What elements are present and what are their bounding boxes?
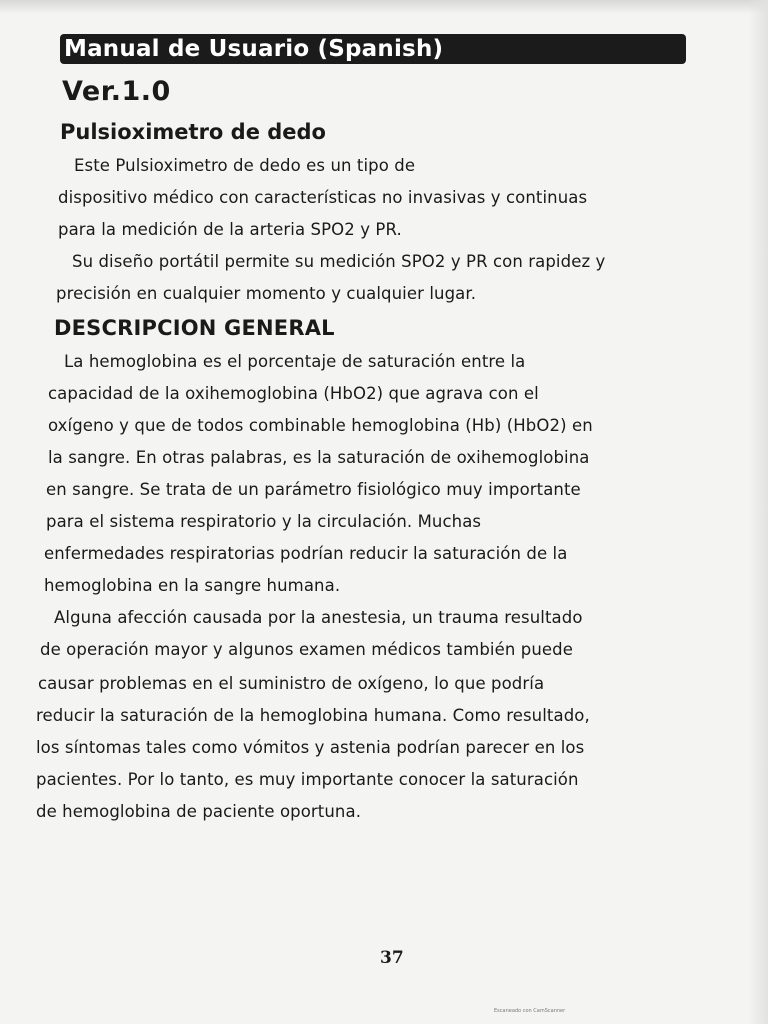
paragraph-line: hemoglobina en la sangre humana.	[44, 576, 341, 595]
page-number: 37	[380, 948, 404, 968]
paragraph-line: Su diseño portátil permite su medición SPO2 y PR con rapidez y	[72, 252, 606, 271]
paragraph-line: de hemoglobina de paciente oportuna.	[36, 802, 362, 821]
paragraph-line: reducir la saturación de la hemoglobina humana. Como resultado,	[36, 706, 590, 725]
paragraph-line: la sangre. En otras palabras, es la saturación de oxihemoglobina	[48, 448, 590, 467]
section-heading-general: DESCRIPCION GENERAL	[54, 316, 335, 340]
paragraph-line: causar problemas en el suministro de oxígeno, lo que podría	[38, 674, 545, 693]
paragraph-line: La hemoglobina es el porcentaje de saturación entre la	[64, 352, 526, 371]
paragraph-line: para el sistema respiratorio y la circulación. Muchas	[46, 512, 482, 531]
paragraph-line: en sangre. Se trata de un parámetro fisiológico muy importante	[46, 480, 581, 499]
paragraph-line: los síntomas tales como vómitos y astenia podrían parecer en los	[36, 738, 585, 757]
paragraph-line: enfermedades respiratorias podrían reducir la saturación de la	[44, 544, 568, 563]
section-heading-oximeter: Pulsioximetro de dedo	[60, 120, 326, 144]
paragraph-line: para la medición de la arteria SPO2 y PR.	[58, 220, 402, 239]
manual-title: Manual de Usuario (Spanish)	[60, 34, 686, 64]
version-label: Ver.1.0	[62, 76, 171, 107]
paragraph-line: dispositivo médico con características no invasivas y continuas	[58, 188, 588, 207]
paragraph-line: capacidad de la oxihemoglobina (HbO2) que agrava con el	[48, 384, 539, 403]
paragraph-line: precisión en cualquier momento y cualquier lugar.	[56, 284, 477, 303]
page-top-shadow	[0, 0, 768, 14]
paragraph-line: oxígeno y que de todos combinable hemoglobina (Hb) (HbO2) en	[48, 416, 593, 435]
page-right-edge	[748, 0, 768, 1024]
paragraph-line: Este Pulsioximetro de dedo es un tipo de	[74, 156, 416, 175]
paragraph-line: de operación mayor y algunos examen médicos también puede	[40, 640, 573, 659]
paragraph-line: Alguna afección causada por la anestesia, un trauma resultado	[54, 608, 583, 627]
scan-watermark: Escaneado con CamScanner	[494, 1008, 566, 1014]
paragraph-line: pacientes. Por lo tanto, es muy importante conocer la saturación	[36, 770, 579, 789]
